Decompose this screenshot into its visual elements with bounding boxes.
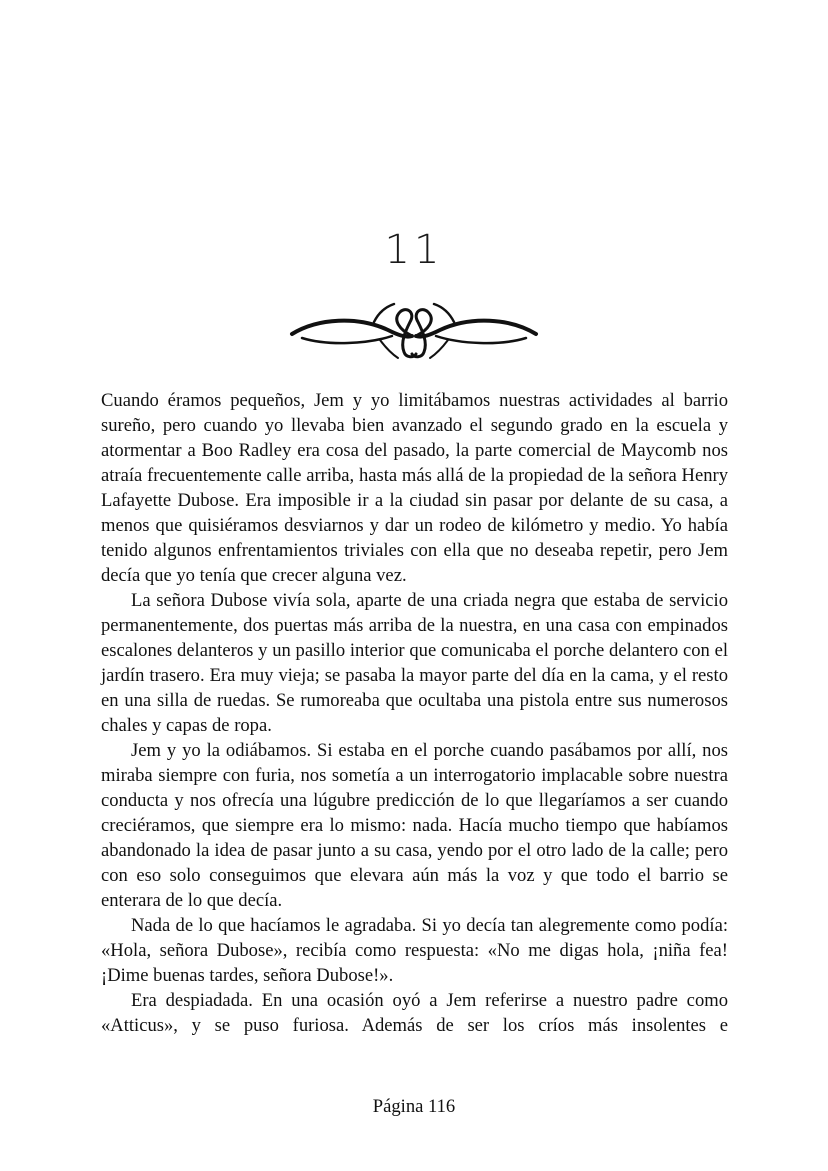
chapter-number: 11 xyxy=(384,227,444,273)
page-number: Página 116 xyxy=(372,1096,456,1117)
paragraph-1: Cuando éramos pequeños, Jem y yo limitábamos nuestras actividades al barrio sureño, pero cuando yo llevaba bien avanzado el segundo grado en la escuela y atormentar a Boo Radley era cosa del pasado, la parte comercial de Maycomb nos atraía frecuentemente calle arriba, hasta más allá de la propiedad de la señora Henry Lafayette Dubose. Era imposible ir a la ciudad sin pasar por delante de su casa, a menos que quisiéramos desviarnos y dar un rodeo de kilómetro y medio. Yo había tenido algunos enfrentamientos triviales con ella que no deseaba repetir, pero Jem decía que yo tenía que crecer alguna vez. xyxy=(101,390,728,586)
paragraph-5: Era despiadada. En una ocasión oyó a Jem referirse a nuestro padre como «Atticus», y se puso furiosa. Además de ser los críos más insolentes e xyxy=(101,990,728,1036)
paragraph-4: Nada de lo que hacíamos le agradaba. Si yo decía tan alegremente como podía: «Hola, señora Dubose», recibía como respuesta: «No me digas hola, ¡niña fea! ¡Dime buenas tardes, señora Dubose!». xyxy=(101,915,728,986)
decorative-flourish-icon xyxy=(288,300,540,362)
chapter-body xyxy=(101,388,728,1038)
paragraph-3: Jem y yo la odiábamos. Si estaba en el porche cuando pasábamos por allí, nos miraba siempre con furia, nos sometía a un interrogatorio implacable sobre nuestra conducta y nos ofrecía una lúgubre predicción de lo que llegaríamos a ser cuando creciéramos, que siempre era lo mismo: nada. Hacía mucho tiempo que habíamos abandonado la idea de pasar junto a su casa, yendo por el otro lado de la calle; pero con eso solo conseguimos que elevara aún más la voz y que todo el barrio se enterara de lo que decía. xyxy=(101,740,728,911)
paragraph-2: La señora Dubose vivía sola, aparte de una criada negra que estaba de servicio permanentemente, dos puertas más arriba de la nuestra, en una casa con empinados escalones delanteros y un pasillo interior que comunicaba el porche delantero con el jardín trasero. Era muy vieja; se pasaba la mayor parte del día en la cama, y el resto en una silla de ruedas. Se rumoreaba que ocultaba una pistola entre sus numerosos chales y capas de ropa. xyxy=(101,590,728,736)
